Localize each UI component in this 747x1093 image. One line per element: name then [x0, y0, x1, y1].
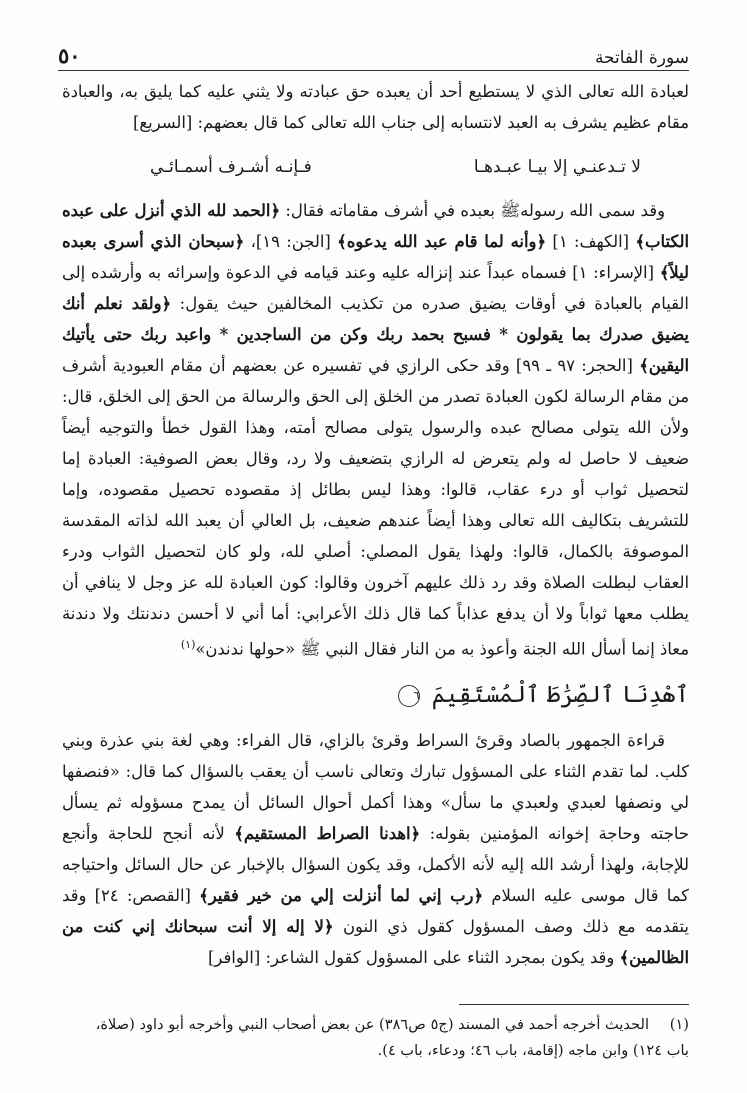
footnotes: [62, 1012, 689, 1064]
footnote-reference[interactable]: (١): [180, 638, 196, 651]
paragraph-2-text: [الإسراء: ١] فسماه عبداً عند إنزاله عليه وعند قيامه في الدعوة وإسرائه به وأرشده إلى القيام بالعبادة في أوقات يضيق صدره من تكذيب المخالفين حيث يقول:: [62, 263, 689, 313]
verse-first-hemistich: لا تـدعنـي إلا بيـا عبـدهـا: [473, 157, 641, 177]
quran-verse-heading: [62, 680, 689, 711]
paragraph-2-text: [الحجر: ٩٧ ـ ٩٩] وقد حكى الرازي في تفسيره عن بعضهم أن مقام العبودية أشرف من مقام الرسالة لكون العبادة تصدر من الخلق إلى الحق والرسالة من الحق إلى الخلق، قال: ولأن الله يتولى مصالح عبده والرسول يتولى مصالح أمته، وهذا القول خطأ والتوجيه أيضاً ضعيف لا حاصل له ولم يتعرض له الرازي بتضعيف ولا رد، وقال بعض الصوفية: العبادة إما لتحصيل ثواب أو درء عقاب، قالوا: وهذا ليس بطائل إذ مقصوده تحصيل مقصوده، وإما للتشريف بتكاليف الله تعالى وهذا أيضاً عندهم ضعيف، بل العالي أن يعبد الله لذاته المقدسة الموصوفة بالكمال، قالوا: ولهذا يقول المصلي: أصلي لله، ولو كان لتحصيل الثواب ودرء العقاب لبطلت الصلاة وقد رد ذلك عليهم آخرون وقالوا: كون العبادة لله عز وجل لا ينافي أن يطلب معها ثواباً ولا أن يدفع عذاباً كما قال ذلك الأعرابي: أما أني لا أحسن دندنتك ولا دندنة معاذ إنما أسأل الله الجنة وأعوذ به من النار فقال النبي ﷺ «حولها ندندن»: [62, 356, 689, 659]
footnote-item: [62, 1012, 689, 1038]
quran-quote: ﴿الحمد لله الذي أنزل على عبده الكتاب﴾: [62, 201, 689, 251]
paragraph-2: [62, 195, 689, 664]
paragraph-3-text: قراءة الجمهور بالصاد وقرئ السراط وقرئ بالزاي، قال الفراء: وهي لغة بني عذرة وبني كلب. لما تقدم الثناء على المسؤول تبارك وتعالى ناسب أن يعقب بالسؤال كما قال: «فنصفها لي ونصفها لعبدي ولعبدي ما سأل» وهذا أكمل أحوال السائل أن يمدح مسؤوله ثم يسأل حاجته وحاجة إخوانه المؤمنين بقوله:: [62, 731, 689, 844]
page-number: ٥٠: [58, 43, 81, 68]
quran-quote: ﴿ولقد نعلم أنك يضيق صدرك بما يقولون * فسبح بحمد ربك وكن من الساجدين * واعبد ربك حتى يأتيك اليقين﴾: [62, 294, 689, 375]
paragraph-2-text: [الكهف: ١]: [546, 232, 636, 251]
quran-quote: ﴿لا إله إلا أنت سبحانك إني كنت من الظالمين﴾: [62, 917, 689, 968]
paragraph-2-text: [الجن: ١٩]،: [244, 232, 338, 251]
quran-quote: ﴿اهدنا الصراط المستقيم﴾: [234, 824, 421, 844]
footnote-number: (١): [669, 1016, 689, 1033]
quran-quote: ﴿رب إني لما أنزلت إلي من خير فقير﴾: [199, 886, 484, 906]
footnote-text: الحديث أخرجه أحمد في المسند (ج٥ ص٣٨٦) عن بعض أصحاب النبي وأخرجه أبو داود (صلاة،: [95, 1016, 649, 1033]
paragraph-3-text: وقد يكون بمجرد الثناء على المسؤول كقول الشاعر: [الوافر]: [208, 948, 620, 968]
paragraph-3-text: لأنه أنجح للحاجة وأنجع للإجابة، ولهذا أرشد الله إليه لأنه الأكمل، وقد يكون السؤال بالإخبار عن حال السائل واحتياجه كما قال موسى عليه السلام: [62, 824, 689, 906]
paragraph-3-text: [القصص: ٢٤] وقد يتقدمه مع ذلك وصف المسؤول كقول ذي النون: [62, 886, 689, 937]
footnote-divider: [459, 1004, 689, 1005]
quran-quote: ﴿سبحان الذي أسرى بعبده ليلاً﴾: [62, 232, 690, 282]
page-header: [58, 38, 689, 71]
paragraph-3: [62, 725, 689, 973]
verse-second-hemistich: فـإنـه أشـرف أسمـائـي: [150, 157, 312, 177]
quran-verse-text: ٱهْدِنَا ٱلصِّرَٰطَ ٱلْمُسْتَقِيمَ: [431, 682, 689, 709]
footnote-continuation: باب ١٢٤) وابن ماجه (إقامة، باب ٤٦؛ ودعاء، باب ٤).: [377, 1042, 689, 1059]
quran-quote: ﴿وأنه لما قام عبد الله يدعوه﴾: [337, 232, 547, 251]
body-text: [62, 76, 689, 973]
paragraph-2-text: وقد سمى الله رسولهﷺ بعبده في أشرف مقاماته فقال:: [280, 201, 665, 220]
poetry-verse: [62, 152, 689, 183]
ayah-number-mark: ٦: [398, 685, 420, 707]
paragraph-1: لعبادة الله تعالى الذي لا يستطيع أحد أن يعبده حق عبادته ولا يثني عليه كما يليق به، والعبادة مقام عظيم يشرف به العبد لانتسابه إلى جناب الله تعالى كما قال بعضهم: [السريع]: [62, 82, 689, 132]
running-title: سورة الفاتحة: [594, 48, 689, 68]
